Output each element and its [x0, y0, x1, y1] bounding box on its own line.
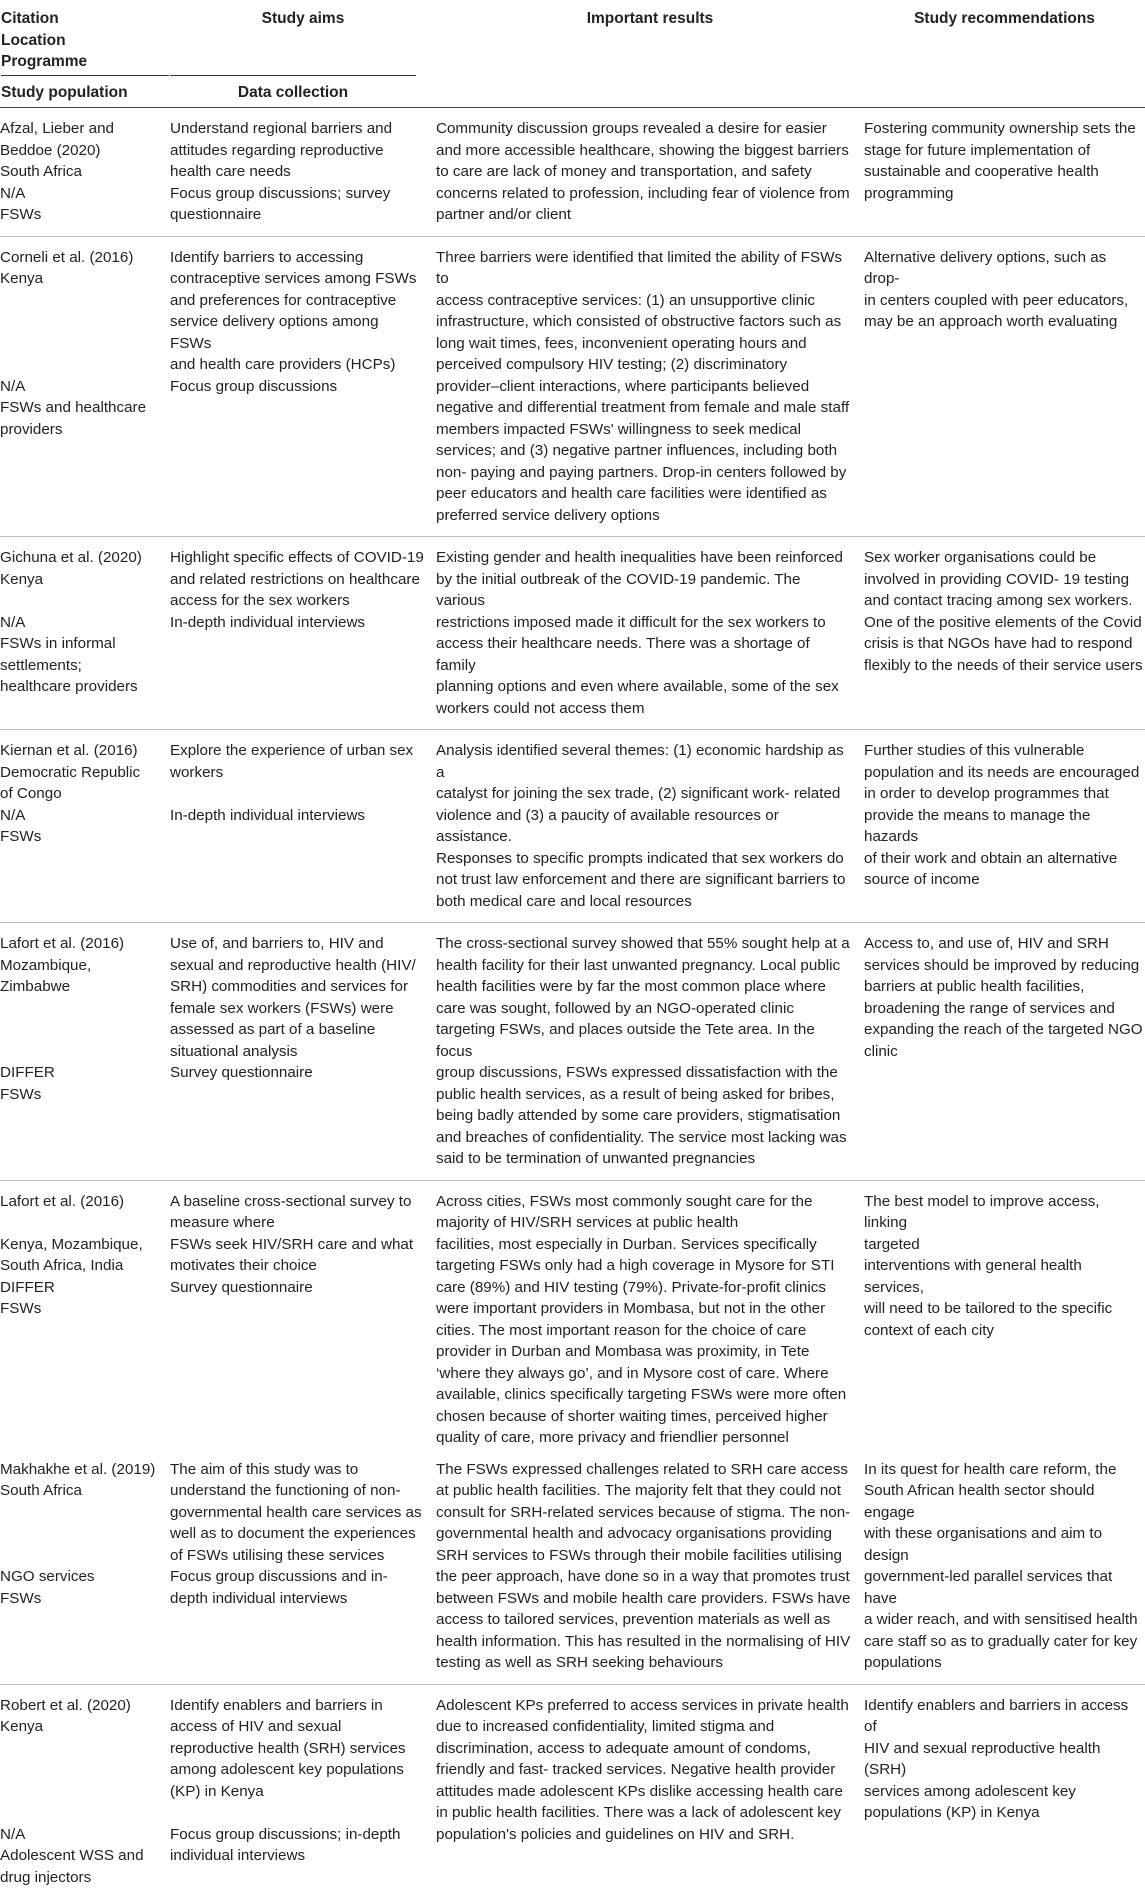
cell-citation: Afzal, Lieber and Beddoe (2020) South Africa N/A FSWs [0, 120, 114, 223]
cell-aims: Use of, and barriers to, HIV and sexual and reproductive health (HIV/ SRH) commodities and services for female sex workers (FSWs) were assessed as part of a baseline situational analysis Survey questionnaire [170, 935, 416, 1081]
cell-recommendations: Identify enablers and barriers in access of HIV and sexual reproductive health (SRH) services among adolescent key populations (KP) in Kenya [864, 1696, 1129, 1821]
cell-citation: Gichuna et al. (2020) Kenya N/A FSWs in informal settlements; healthcare providers [0, 549, 142, 695]
cell-recommendations: Alternative delivery options, such as drop- in centers coupled with peer educators, may be an approach worth evaluating [864, 248, 1129, 330]
table-header [0, 0, 1145, 108]
cell-results: The cross-sectional survey showed that 55% sought help at a health facility for their last unwanted pregnancy. Local public health facilities were by far the most common place where care was sought, followed by an NGO-operated clinic targeting FSWs, and places outside the Tete area. In the focus group discussions, FSWs expressed dissatisfaction with the public health services, as a result of being asked for bribes, being badly attended by some care providers, stigmatisation and breaches of confidentiality. The service most lacking was said to be termination of unwanted pregnancies [436, 935, 850, 1167]
cell-aims: Identify barriers to accessing contraceptive services among FSWs and preferences for contraceptive service delivery options among FSWs and health care providers (HCPs) Focus group discussions [170, 248, 417, 395]
cell-citation: Lafort et al. (2016) Mozambique, Zimbabwe DIFFER FSWs [0, 935, 125, 1103]
cell-citation: Kiernan et al. (2016) Democratic Republic of Congo N/A FSWs [0, 742, 141, 845]
cell-results: Community discussion groups revealed a desire for easier and more accessible healthcare, showing the biggest barriers to care are lack of money and transportation, and safety concerns related to profession, including fear of violence from partner and/or client [436, 120, 850, 223]
header-study-population: Study population [0, 73, 170, 108]
cell-recommendations: Fostering community ownership sets the stage for future implementation of sustainable and cooperative health programming [864, 120, 1136, 202]
cell-aims: Explore the experience of urban sex workers In-depth individual interviews [170, 742, 414, 824]
table-row [0, 108, 1145, 237]
header-study-recommendations: Study recommendations [914, 10, 1095, 27]
cell-recommendations: Further studies of this vulnerable population and its needs are encouraged in order to develop programmes that provide the means to manage the hazards of their work and obtain an alternative source of income [864, 742, 1140, 888]
cell-citation: Lafort et al. (2016) Kenya, Mozambique, South Africa, India DIFFER FSWs [0, 1192, 143, 1317]
cell-results: Adolescent KPs preferred to access services in private health due to increased confidentiality, limited stigma and discrimination, access to adequate amount of condoms, friendly and fast- tracked services. Negative health provider attitudes made adolescent KPs dislike accessing health care in public health facilities. There was a lack of adolescent key population's policies and guidelines on HIV and SRH. [436, 1696, 849, 1843]
header-important-results: Important results [586, 10, 714, 27]
header-study-aims: Study aims [261, 10, 345, 27]
cell-aims: Highlight specific effects of COVID-19 and related restrictions on healthcare access for the sex workers In-depth individual interviews [170, 549, 424, 631]
cell-aims: A baseline cross-sectional survey to measure where FSWs seek HIV/SRH care and what motivates their choice Survey questionnaire [170, 1192, 414, 1296]
table-row [0, 730, 1145, 923]
cell-results: Across cities, FSWs most commonly sought care for the majority of HIV/SRH services at public health facilities, most especially in Durban. Services specifically targeting FSWs only had a high coverage in Mysore for STI care (89%) and HIV testing (79%). Private-for-profit clinics were important providers in Mombasa, but not in the other cities. The most important reason for the choice of care provider in Durban and Mombasa was proximity, in Tete ‘where they always go’, and in Mysore cost of care. Where available, clinics specifically targeting FSWs were more often chosen because of shorter waiting times, perceived higher quality of care, more privacy and friendlier personnel [436, 1192, 847, 1446]
cell-recommendations: The best model to improve access, linking targeted interventions with general health services, will need to be tailored to the specific context of each city [864, 1192, 1113, 1339]
table-row [0, 537, 1145, 730]
table-row [0, 236, 1145, 537]
cell-citation: Robert et al. (2020) Kenya N/A Adolescent WSS and drug injectors [0, 1696, 144, 1886]
table-row [0, 1684, 1145, 1898]
cell-results: Existing gender and health inequalities have been reinforced by the initial outbreak of the COVID-19 pandemic. The various restrictions imposed made it difficult for the sex workers to access their healthcare needs. There was a shortage of family planning options and even where available, some of the sex workers could not access them [436, 549, 843, 717]
cell-aims: Identify enablers and barriers in access of HIV and sexual reproductive health (SRH) services among adolescent key populations (KP) in Kenya Focus group discussions; in-depth individual interviews [170, 1696, 406, 1864]
cell-aims: The aim of this study was to understand the functioning of non- governmental health care services as well as to document the experiences of FSWs utilising these services Focus group discussions and in- depth individual interviews [170, 1460, 422, 1607]
cell-recommendations: Access to, and use of, HIV and SRH services should be improved by reducing barriers at public health facilities, broadening the range of services and expanding the reach of the targeted NGO clinic [864, 935, 1143, 1060]
cell-recommendations: Sex worker organisations could be involved in providing COVID- 19 testing and contact tracing among sex workers. One of the positive elements of the Covid crisis is that NGOs have had to respond flexibly to the needs of their service users [864, 549, 1143, 674]
cell-results: The FSWs expressed challenges related to SRH care access at public health facilities. The majority felt that they could not consult for SRH-related services because of stigma. The non- governmental health and advocacy organisations providing SRH services to FSWs through their mobile facilities utilising the peer approach, have done so in a way that promotes trust between FSWs and mobile health care providers. FSWs have access to tailored services, prevention materials as well as health information. This has resulted in the normalising of HIV testing as well as SRH seeking behaviours [436, 1460, 851, 1671]
table-row [0, 1459, 1145, 1685]
cell-results: Analysis identified several themes: (1) economic hardship as a catalyst for joining the sex trade, (2) significant work- related violence and (3) a paucity of available resources or assistance. Responses to specific prompts indicated that sex workers do not trust law enforcement and there are significant barriers to both medical care and local resources [436, 742, 846, 910]
header-data-collection: Data collection [170, 73, 436, 108]
header-citation: Citation Location Programme [1, 10, 88, 70]
cell-recommendations: In its quest for health care reform, the South African health sector should engage with these organisations and aim to design government-led parallel services that have a wider reach, and with sensitised health care staff so as to gradually cater for key populations [864, 1460, 1138, 1671]
cell-results: Three barriers were identified that limited the ability of FSWs to access contraceptive services: (1) an unsupportive clinic infrastructure, which consisted of obstructive factors such as long wait times, fees, inconvenient operating hours and perceived compulsory HIV testing; (2) discriminatory provider–client interactions, where participants believed negative and differential treatment from female and male staff members impacted FSWs' willingness to seek medical services; and (3) negative partner influences, including both non- paying and paying partners. Drop-in centers followed by peer educators and health care facilities were identified as preferred service delivery options [436, 248, 850, 524]
cell-aims: Understand regional barriers and attitudes regarding reproductive health care needs Focus group discussions; survey questionnaire [170, 120, 393, 223]
table-row [0, 923, 1145, 1181]
cell-citation: Makhakhe et al. (2019) South Africa NGO services FSWs [0, 1460, 156, 1607]
table-row [0, 1180, 1145, 1459]
cell-citation: Corneli et al. (2016) Kenya N/A FSWs and healthcare providers [0, 248, 147, 438]
